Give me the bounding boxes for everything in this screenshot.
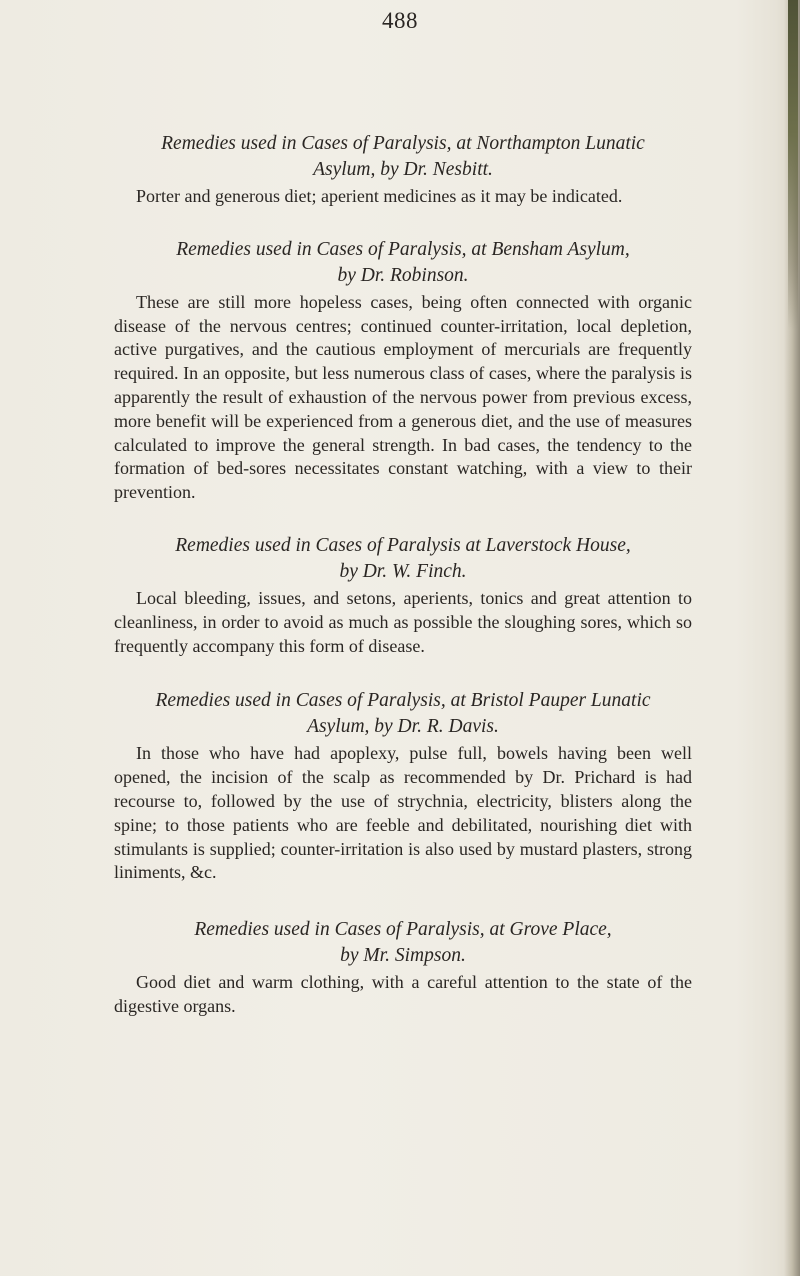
heading-line-2: by Dr. W. Finch. — [339, 560, 467, 582]
section-northampton — [114, 131, 692, 209]
heading-line-1: Remedies used in Cases of Paralysis, at Bensham Asylum, — [176, 238, 630, 260]
section-heading — [114, 131, 692, 183]
section-body: In those who have had apoplexy, pulse full, bowels having been well opened, the incision of the scalp as recommended by Dr. Prichard is had recourse to, followed by the use of strychnia, electricity, blisters along the spine; to those patients who are feeble and debilitated, nourishing diet with stimulants is supplied; counter-irritation is also used by mustard plasters, strong liniments, &c. — [114, 743, 692, 883]
section-body: Good diet and warm clothing, with a careful attention to the state of the digestive organs. — [114, 972, 692, 1016]
section-body: Local bleeding, issues, and setons, aperients, tonics and great attention to cleanliness, in order to avoid as much as possible the sloughing sores, which so frequently accompany this form of disease. — [114, 587, 692, 656]
page-edge-binding — [788, 0, 798, 330]
section-body: These are still more hopeless cases, being often connected with organic disease of the nervous centres; continued counter-irritation, local depletion, active purgatives, and the cautious employment of mercurials are frequently required. In an opposite, but less numerous class of cases, where the paralysis is apparently the result of exhaustion of the nervous power from previous excess, more benefit will be experienced from a generous diet, and the use of measures calculated to improve the general strength. In bad cases, the tendency to the formation of bed-sores necessitates constant watching, with a view to their prevention. — [114, 291, 692, 503]
heading-line-1: Remedies used in Cases of Paralysis, at Bristol Pauper Lunatic — [155, 690, 651, 712]
section-heading — [114, 688, 692, 740]
page-content — [114, 50, 692, 1019]
heading-line-1: Remedies used in Cases of Paralysis, at Northampton Lunatic — [161, 133, 645, 154]
heading-line-1: Remedies used in Cases of Paralysis, at Grove Place, — [194, 919, 612, 941]
heading-line-1: Remedies used in Cases of Paralysis at Laverstock House, — [175, 534, 631, 556]
heading-line-2: by Dr. Robinson. — [337, 264, 469, 286]
section-laverstock — [114, 533, 692, 658]
section-heading — [114, 917, 692, 969]
heading-line-2: Asylum, by Dr. R. Davis. — [307, 716, 499, 738]
page-number: 488 — [382, 8, 418, 33]
section-body: Porter and generous diet; aperient medicines as it may be indicated. — [136, 186, 623, 206]
section-bristol — [114, 688, 692, 885]
heading-line-2: by Mr. Simpson. — [340, 945, 466, 967]
section-grove-place — [114, 917, 692, 1019]
heading-line-2: Asylum, by Dr. Nesbitt. — [313, 159, 493, 180]
section-bensham — [114, 237, 692, 505]
section-heading — [114, 237, 692, 289]
section-heading — [114, 533, 692, 585]
